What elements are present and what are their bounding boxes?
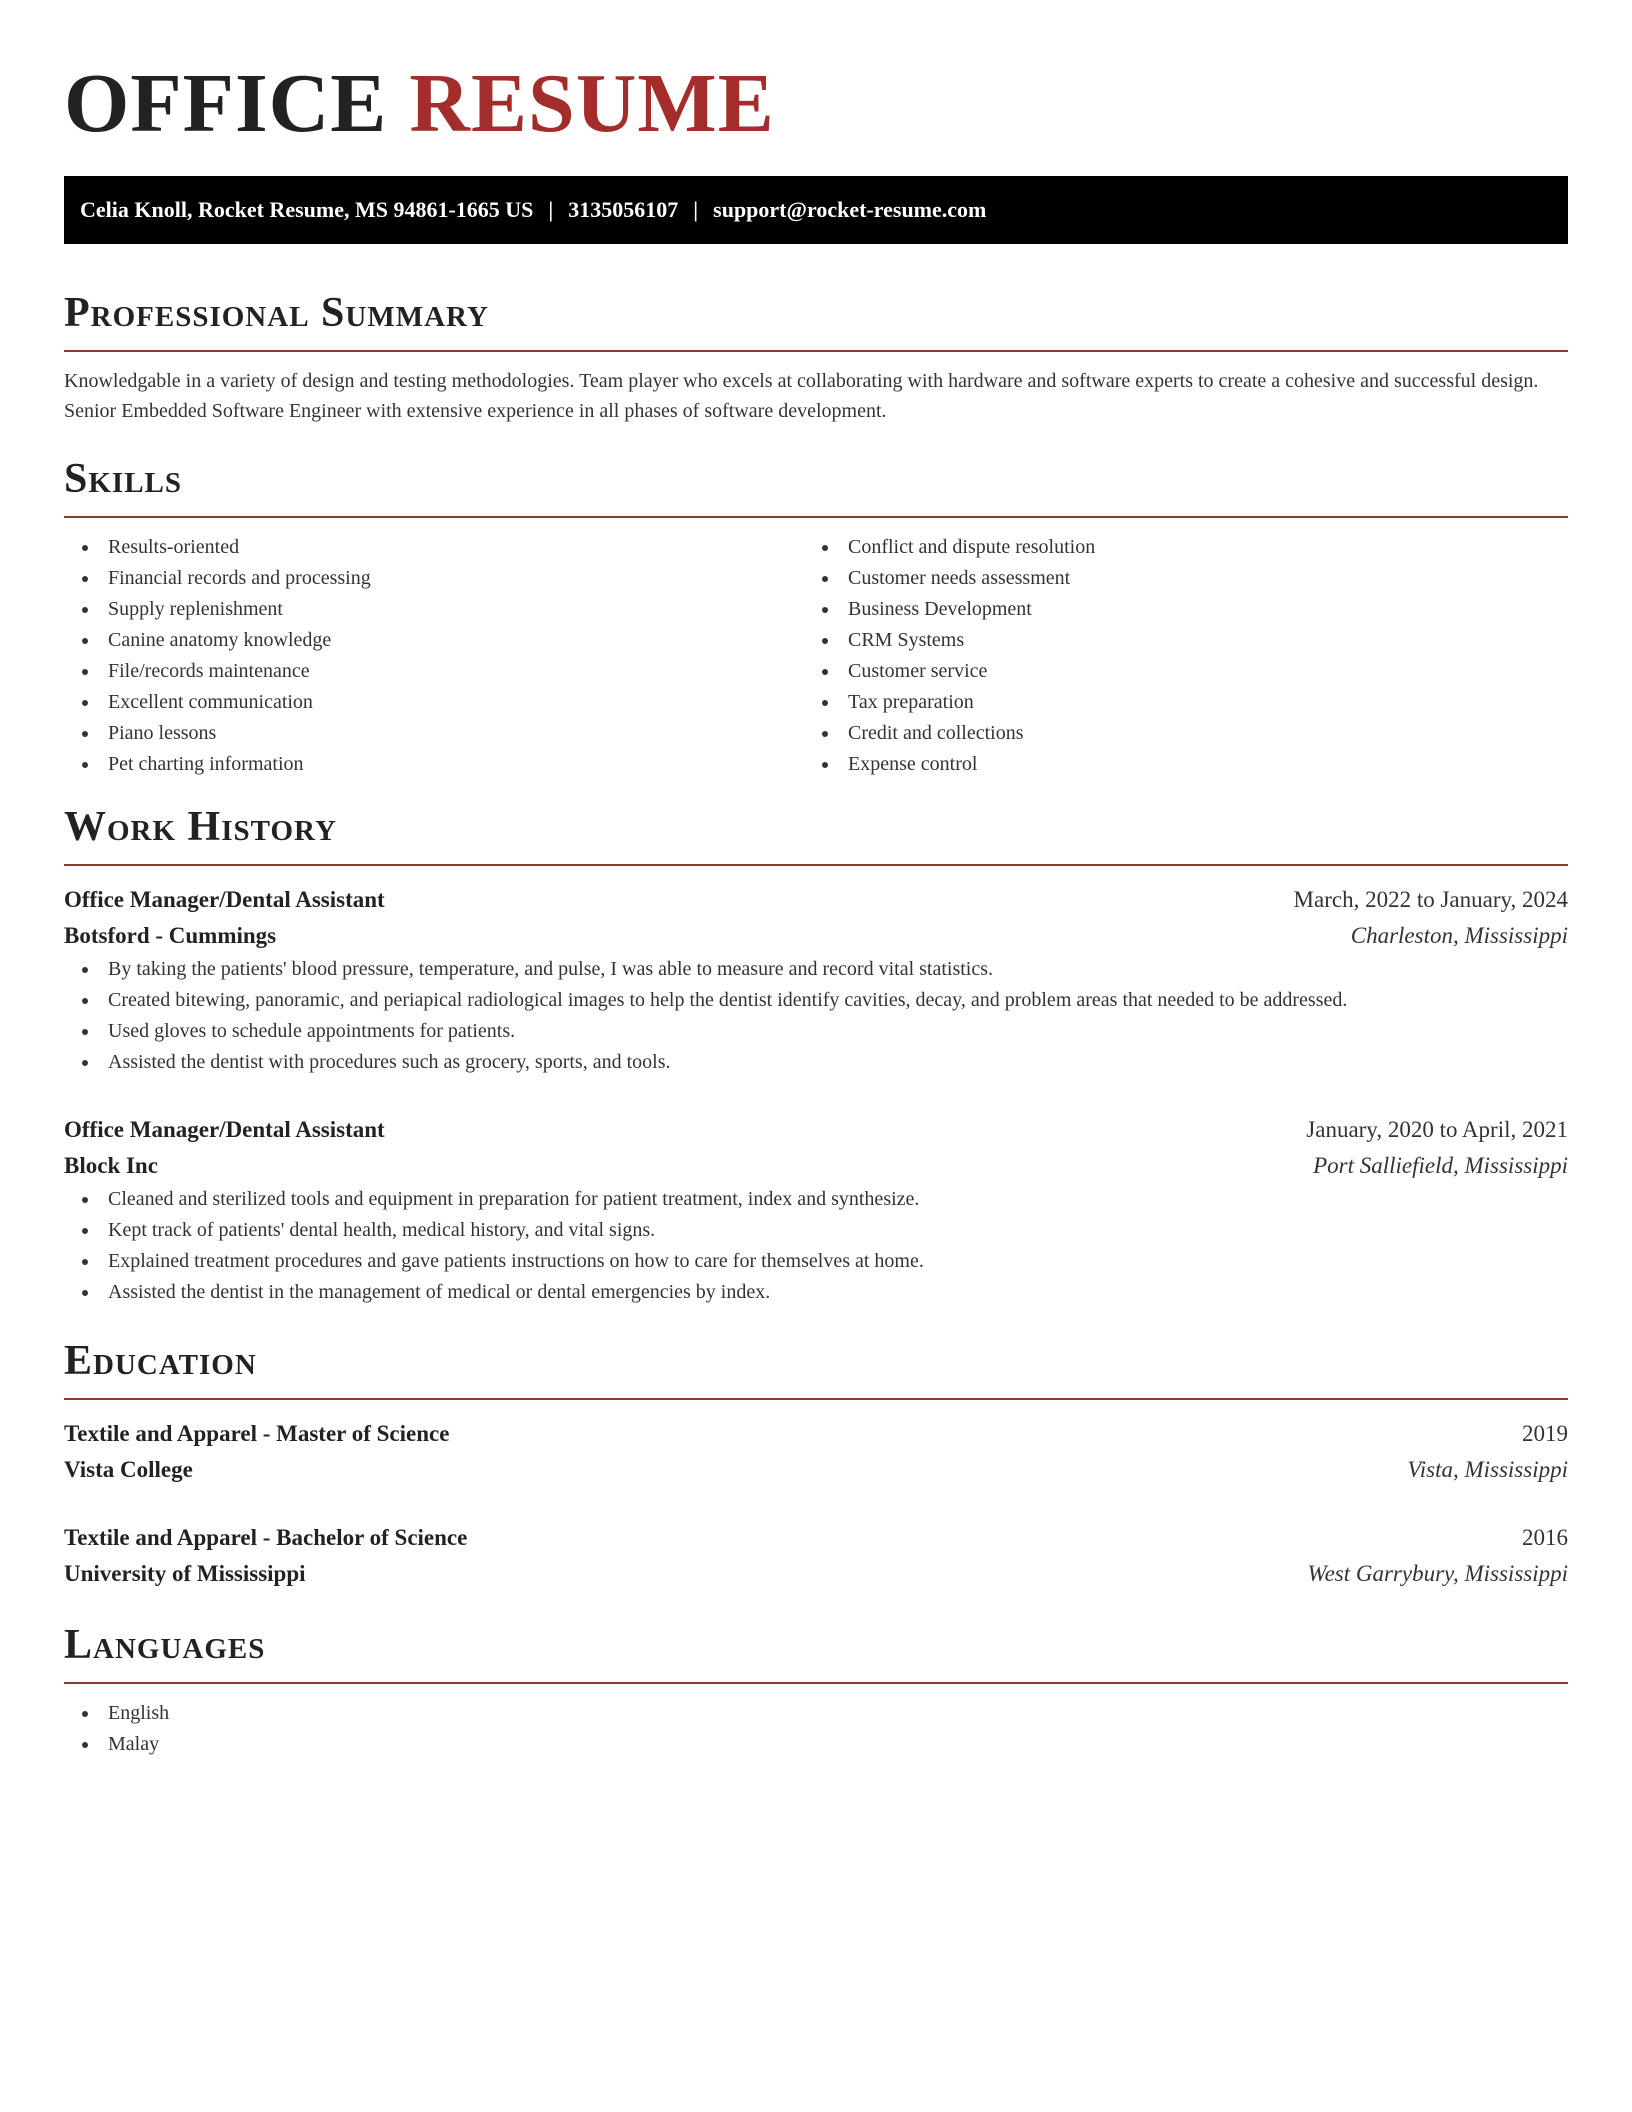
resume-title: [64, 0, 1568, 152]
job-title: Office Manager/Dental Assistant: [64, 1117, 385, 1142]
skill-item: Tax preparation: [804, 687, 1544, 718]
title-word-resume: RESUME: [409, 57, 775, 150]
skills-left-list: [64, 532, 804, 780]
education-section: [64, 1336, 1568, 1592]
school-location: Vista, Mississippi: [1407, 1457, 1568, 1482]
skill-item: File/records maintenance: [64, 656, 804, 687]
degree-row: [64, 1416, 1568, 1452]
education-entry: [64, 1520, 1568, 1592]
job-entry: [64, 882, 1568, 1078]
title-word-office: OFFICE: [64, 57, 388, 150]
languages-list: [64, 1698, 1568, 1760]
skill-item: Expense control: [804, 749, 1544, 780]
school-name: Vista College: [64, 1457, 193, 1482]
degree-name: Textile and Apparel - Bachelor of Science: [64, 1525, 468, 1550]
school-name: University of Mississippi: [64, 1561, 306, 1586]
job-duty: Used gloves to schedule appointments for patients.: [64, 1016, 1568, 1047]
skill-item: CRM Systems: [804, 625, 1544, 656]
degree-row: [64, 1520, 1568, 1556]
contact-separator: |: [548, 197, 554, 222]
job-entry: [64, 1112, 1568, 1308]
skill-item: Customer needs assessment: [804, 563, 1544, 594]
contact-email: support@rocket-resume.com: [713, 197, 987, 222]
degree-year: 2019: [1522, 1421, 1568, 1446]
skill-item: Pet charting information: [64, 749, 804, 780]
education-entry: [64, 1416, 1568, 1488]
language-item: English: [64, 1698, 1568, 1729]
skills-section: [64, 454, 1568, 780]
work-history-heading: Work History: [64, 804, 337, 850]
language-item: Malay: [64, 1729, 1568, 1760]
job-dates: March, 2022 to January, 2024: [1293, 887, 1568, 912]
skill-item: Canine anatomy knowledge: [64, 625, 804, 656]
job-company: Botsford - Cummings: [64, 923, 277, 948]
skills-grid: [64, 532, 1568, 780]
job-duty: Created bitewing, panoramic, and periapical radiological images to help the dentist identify cavities, decay, and problem areas that needed to be addressed.: [64, 985, 1568, 1016]
job-company: Block Inc: [64, 1153, 158, 1178]
job-duties-list: [64, 1184, 1568, 1308]
school-location: West Garrybury, Mississippi: [1307, 1561, 1568, 1586]
work-history-section: [64, 802, 1568, 1308]
skill-item: Customer service: [804, 656, 1544, 687]
job-company-row: [64, 1148, 1568, 1184]
section-divider: [64, 864, 1568, 866]
job-location: Charleston, Mississippi: [1350, 923, 1568, 948]
languages-heading: Languages: [64, 1622, 266, 1668]
skills-heading: Skills: [64, 456, 183, 502]
job-dates: January, 2020 to April, 2021: [1306, 1117, 1568, 1142]
job-duty: Cleaned and sterilized tools and equipment in preparation for patient treatment, index and synthesize.: [64, 1184, 1568, 1215]
job-duties-list: [64, 954, 1568, 1078]
job-title: Office Manager/Dental Assistant: [64, 887, 385, 912]
skill-item: Business Development: [804, 594, 1544, 625]
section-divider: [64, 350, 1568, 352]
section-divider: [64, 1682, 1568, 1684]
skill-item: Excellent communication: [64, 687, 804, 718]
skill-item: Credit and collections: [804, 718, 1544, 749]
section-divider: [64, 1398, 1568, 1400]
skill-item: Supply replenishment: [64, 594, 804, 625]
job-company-row: [64, 918, 1568, 954]
contact-bar: [64, 176, 1568, 244]
school-row: [64, 1452, 1568, 1488]
skill-item: Financial records and processing: [64, 563, 804, 594]
contact-phone: 3135056107: [568, 197, 679, 222]
job-duty: Assisted the dentist in the management of medical or dental emergencies by index.: [64, 1277, 1568, 1308]
job-duty: Explained treatment procedures and gave patients instructions on how to care for themselves at home.: [64, 1246, 1568, 1277]
job-duty: Assisted the dentist with procedures such as grocery, sports, and tools.: [64, 1047, 1568, 1078]
section-divider: [64, 516, 1568, 518]
education-heading: Education: [64, 1338, 257, 1384]
skill-item: Results-oriented: [64, 532, 804, 563]
job-title-row: [64, 882, 1568, 918]
degree-year: 2016: [1522, 1525, 1568, 1550]
degree-name: Textile and Apparel - Master of Science: [64, 1421, 450, 1446]
summary-text: Knowledgable in a variety of design and testing methodologies. Team player who excels at collaborating with hardware and software experts to create a cohesive and successful design. Senior Embedded Software Engineer with extensive experience in all phases of software development.: [64, 370, 1539, 422]
summary-heading: Professional Summary: [64, 290, 489, 336]
skill-item: Conflict and dispute resolution: [804, 532, 1544, 563]
job-title-row: [64, 1112, 1568, 1148]
job-duty: Kept track of patients' dental health, medical history, and vital signs.: [64, 1215, 1568, 1246]
contact-name-address: Celia Knoll, Rocket Resume, MS 94861-1665 US: [80, 197, 534, 222]
school-row: [64, 1556, 1568, 1592]
job-location: Port Salliefield, Mississippi: [1313, 1153, 1568, 1178]
skills-right-list: [804, 532, 1544, 780]
job-duty: By taking the patients' blood pressure, temperature, and pulse, I was able to measure and record vital statistics.: [64, 954, 1568, 985]
languages-section: [64, 1620, 1568, 1760]
skill-item: Piano lessons: [64, 718, 804, 749]
summary-section: [64, 288, 1568, 426]
contact-separator: |: [693, 197, 699, 222]
